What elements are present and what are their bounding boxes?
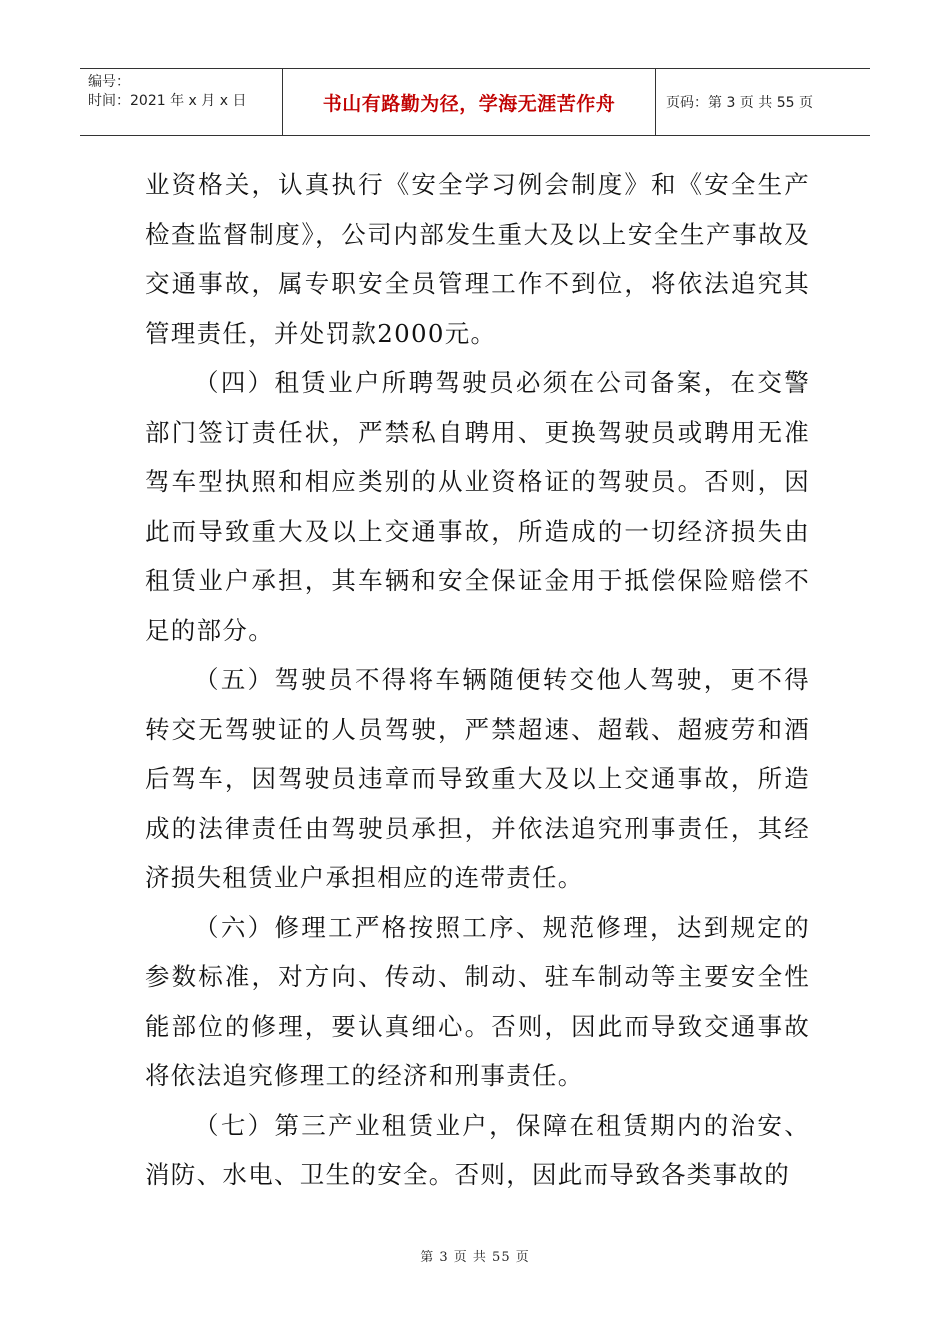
paragraph-item-4: （四）租赁业户所聘驾驶员必须在公司备案，在交警部门签订责任状，严禁私自聘用、更换驾驶员或聘用无准驾车型执照和相应类别的从业资格证的驾驶员。否则，因此而导致重大及以上交通事故，所造成的一切经济损失由租赁业户承担，其车辆和安全保证金用于抵偿保险赔偿不足的部分。 xyxy=(145,368,810,645)
document-time-label: 时间：2021 年 x 月 x 日 xyxy=(88,93,247,109)
paragraph-item-5: （五）驾驶员不得将车辆随便转交他人驾驶，更不得转交无驾驶证的人员驾驶，严禁超速、超载、超疲劳和酒后驾车，因驾驶员违章而导致重大及以上交通事故，所造成的法律责任由驾驶员承担，并依法追究刑事责任，其经济损失租赁业户承担相应的连带责任。 xyxy=(145,665,810,892)
page-header xyxy=(80,68,870,136)
document-body xyxy=(145,160,810,1200)
document-number-label: 编号： xyxy=(88,74,130,90)
page-footer: 第 3 页 共 55 页 xyxy=(420,1250,530,1265)
paragraph-item-6: （六）修理工严格按照工序、规范修理，达到规定的参数标准，对方向、传动、制动、驻车制动等主要安全性能部位的修理，要认真细心。否则，因此而导致交通事故将依法追究修理工的经济和刑事责任。 xyxy=(145,912,810,1090)
header-page-info: 页码：第 3 页 共 55 页 xyxy=(666,95,813,111)
header-motto: 书山有路勤为径，学海无涯苦作舟 xyxy=(283,69,656,135)
paragraph-item-7: （七）第三产业租赁业户，保障在租赁期内的治安、消防、水电、卫生的安全。否则，因此而导致各类事故的 xyxy=(145,1110,810,1189)
paragraph-continuation: 业资格关，认真执行《安全学习例会制度》和《安全生产检查监督制度》，公司内部发生重大及以上安全生产事故及交通事故，属专职安全员管理工作不到位，将依法追究其管理责任，并处罚款2000元。 xyxy=(145,170,810,348)
header-meta xyxy=(80,69,283,135)
